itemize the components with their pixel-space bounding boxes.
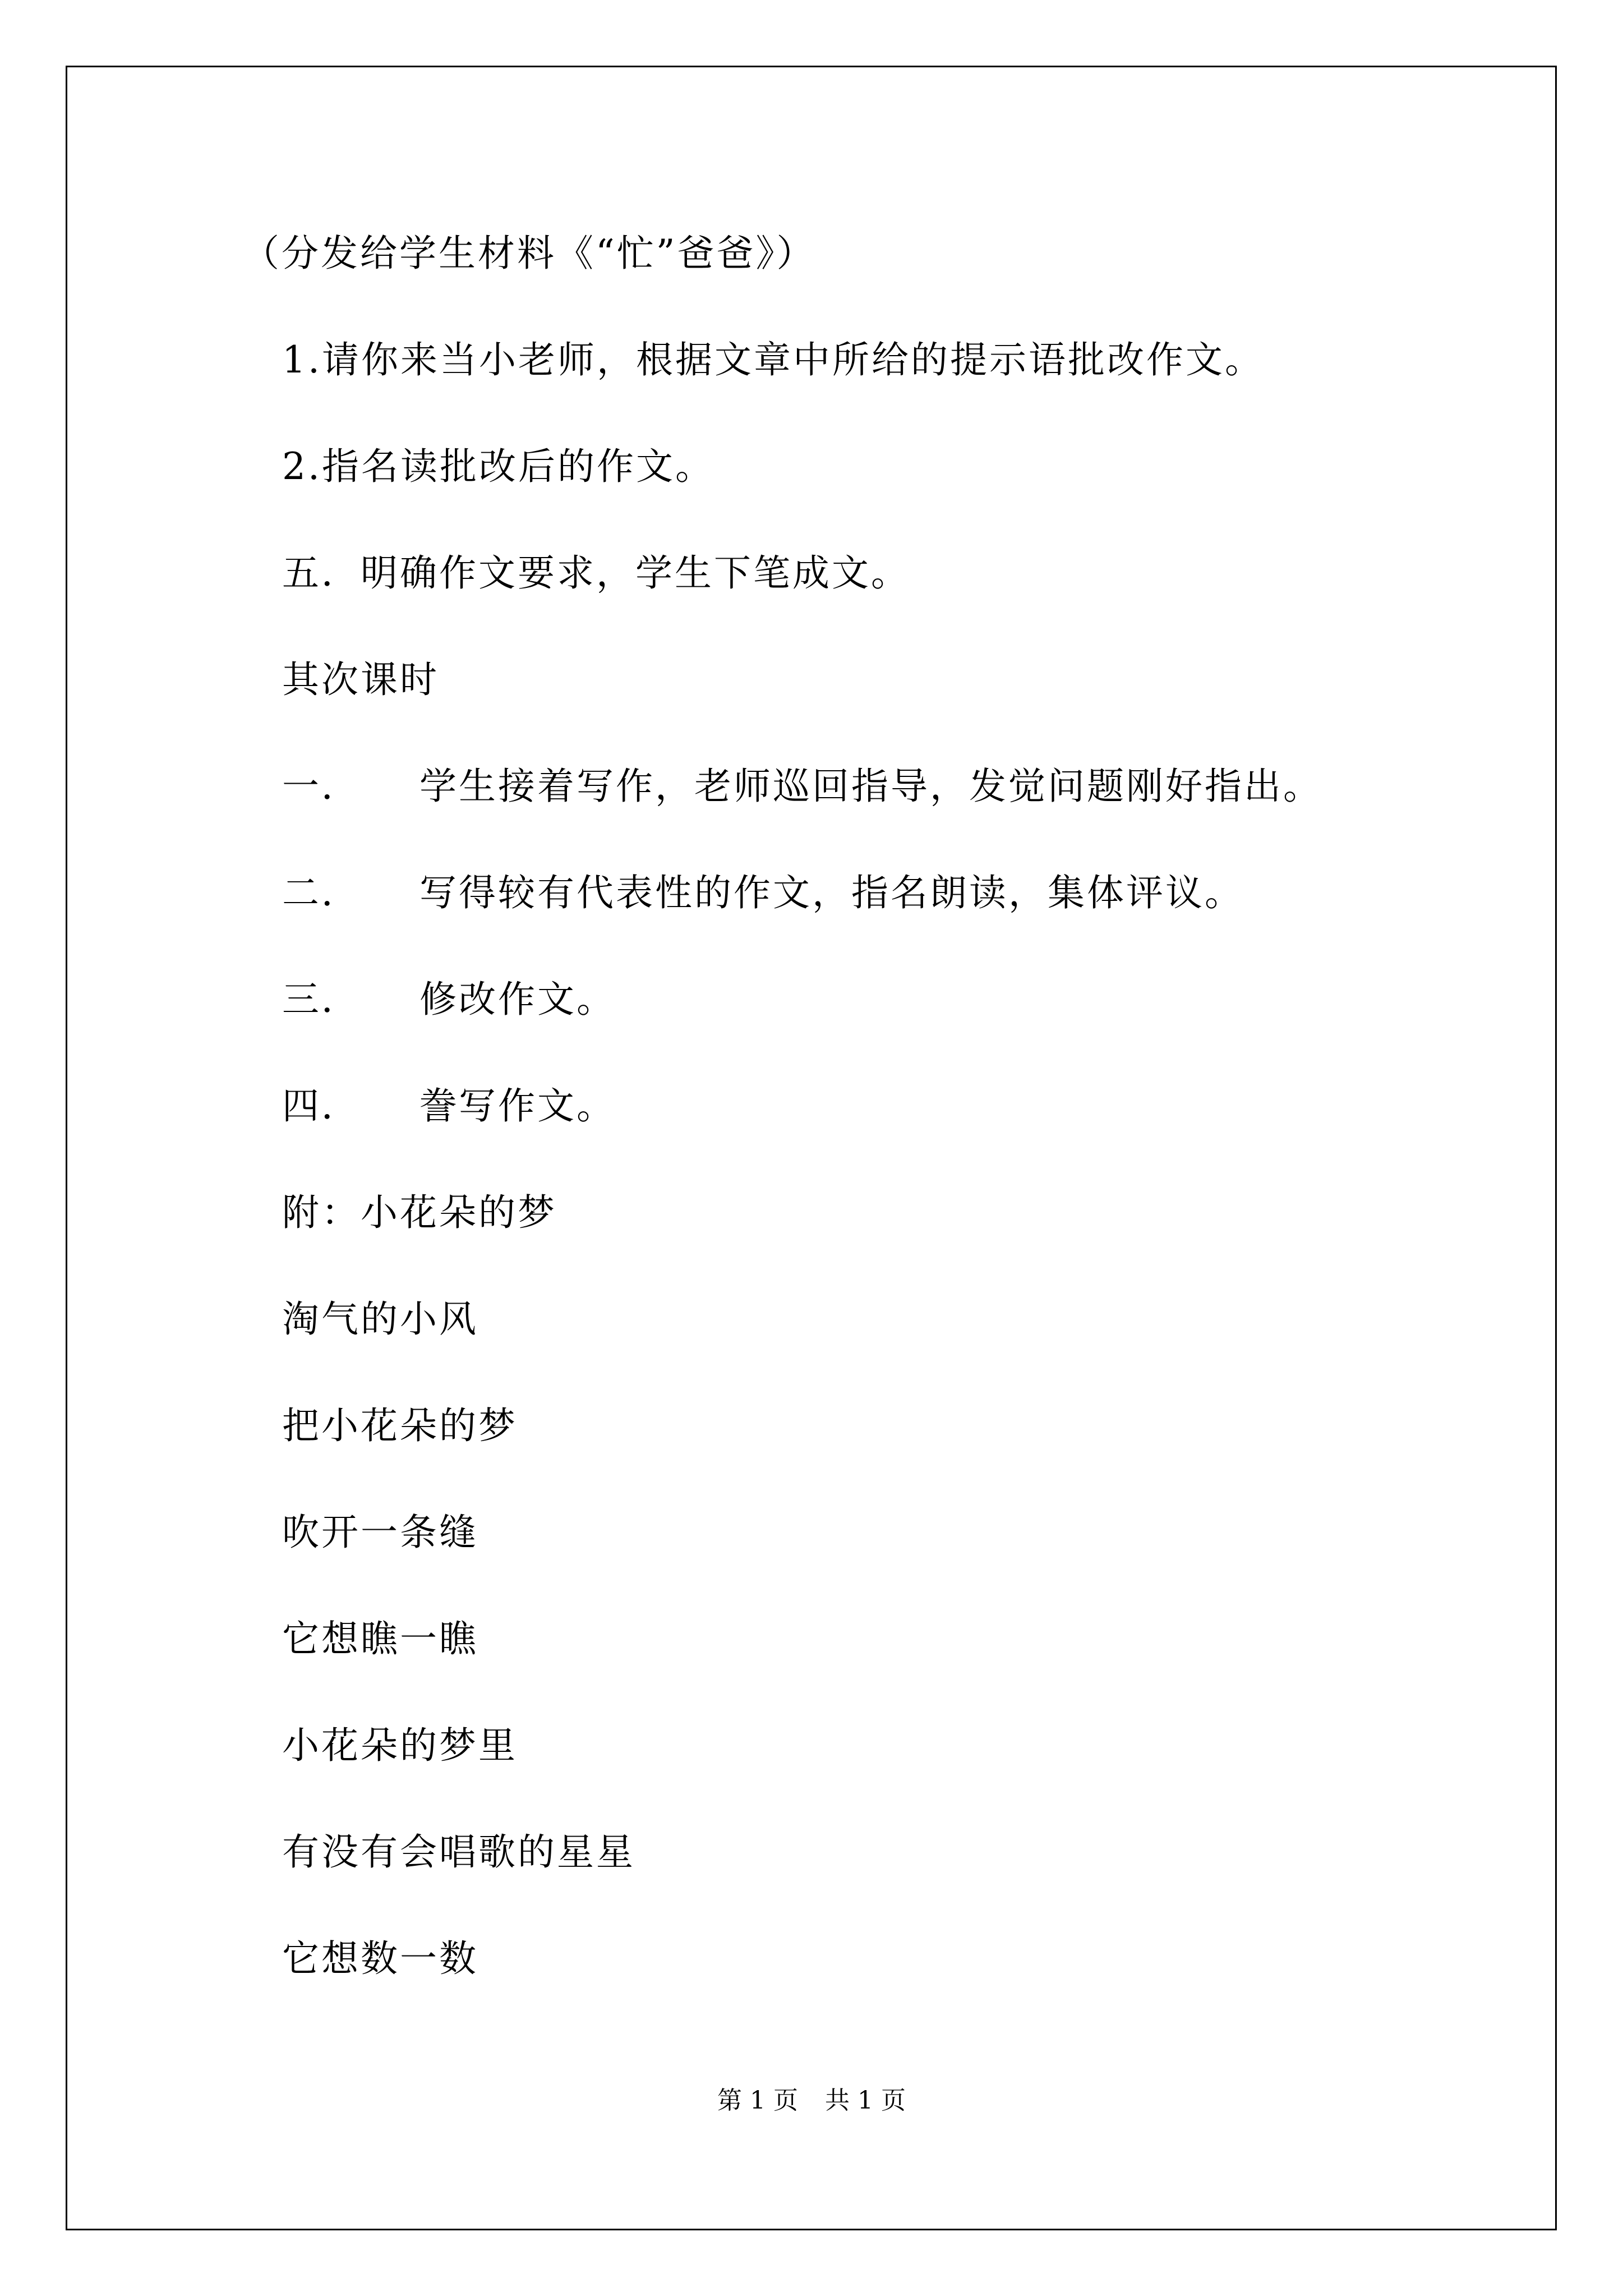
lesson-item-3-number: 三． — [282, 978, 361, 1021]
poem-line-2: 把小花朵的梦 — [282, 1404, 518, 1447]
page-number: 第 1 页 — [717, 2086, 798, 2115]
lesson-item-2-text: 写得较有代表性的作文，指名朗读，集体评议。 — [419, 871, 1244, 914]
lesson-item-4 — [282, 1084, 616, 1129]
second-lesson-heading: 其次课时 — [282, 658, 439, 701]
lesson-item-1-number: 一． — [282, 765, 361, 808]
poem-line-3: 吹开一条缝 — [282, 1511, 478, 1554]
lesson-item-3 — [282, 977, 616, 1022]
lesson-item-4-text: 誊写作文。 — [419, 1084, 616, 1128]
appendix-title: 附：小花朵的梦 — [282, 1191, 557, 1234]
poem-line-6: 有没有会唱歌的星星 — [282, 1830, 635, 1874]
poem-line-1: 淘气的小风 — [282, 1297, 478, 1341]
step-2: 2.指名读批改后的作文。 — [282, 445, 714, 488]
step-1: 1.请你来当小老师，根据文章中所给的提示语批改作文。 — [282, 338, 1264, 381]
lesson-item-1-text: 学生接着写作，老师巡回指导，发觉问题刚好指出。 — [419, 765, 1322, 808]
poem-line-7: 它想数一数 — [282, 1937, 478, 1980]
lesson-item-2 — [282, 871, 1244, 915]
page-border — [66, 66, 1557, 2230]
poem-line-4: 它想瞧一瞧 — [282, 1617, 478, 1660]
section-five: 五．明确作文要求，学生下笔成文。 — [282, 551, 910, 595]
lesson-item-3-text: 修改作文。 — [419, 978, 616, 1021]
material-note: （分发给学生材料《“忙”爸爸》） — [242, 232, 816, 275]
lesson-item-4-number: 四． — [282, 1084, 361, 1128]
lesson-item-2-number: 二． — [282, 871, 361, 914]
page-footer — [0, 2085, 1623, 2116]
poem-line-5: 小花朵的梦里 — [282, 1724, 518, 1767]
page-total: 共 1 页 — [825, 2086, 906, 2115]
lesson-item-1 — [282, 764, 1322, 809]
